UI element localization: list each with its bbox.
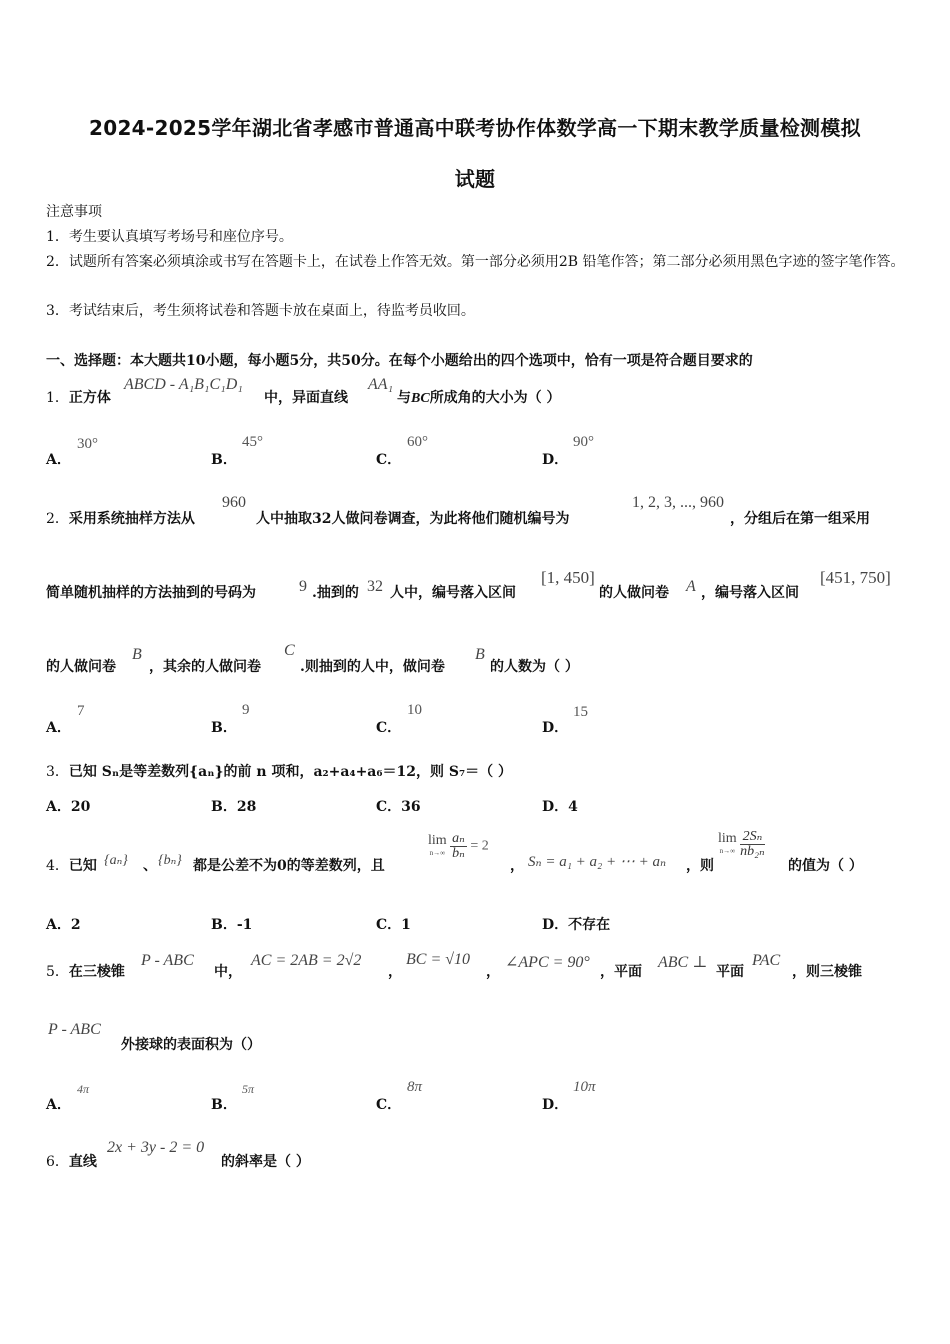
q2-text-1a: 采用系统抽样方法从: [68, 511, 195, 527]
title-line2: 试题: [454, 167, 496, 191]
q4-lim2-word: lim: [718, 830, 737, 846]
q2-sequence: 1, 2, 3, ..., 960: [632, 494, 724, 511]
q5-mid3: 平面: [716, 964, 744, 980]
q4-lim1-word: lim: [428, 832, 447, 848]
q4-lim1-num: aₙ: [452, 831, 465, 846]
q1-option-a-label: A．: [46, 452, 71, 468]
q5-ac-expr: AC = 2AB = 2√2: [251, 952, 362, 969]
notice-item-1: 1．考生要认真填写考场号和座位序号。: [46, 229, 293, 245]
q2-interval-1: [1, 450]: [541, 568, 595, 587]
q4-sep: 、: [143, 858, 157, 874]
q2-line2a: 简单随机抽样的方法抽到的号码为: [46, 585, 256, 601]
q2-line1a: [46, 507, 195, 531]
q6-pre-text: 直线: [68, 1154, 97, 1170]
question-1: [46, 386, 111, 410]
q1-line-expr: AA₁: [368, 376, 394, 393]
q2-option-b-value: 9: [242, 702, 250, 718]
q5-mid4: ，则三棱锥: [792, 964, 862, 980]
q5-bc-expr: BC = √10: [406, 951, 471, 968]
q5-post: 外接球的表面积为（）: [121, 1037, 261, 1053]
q1-option-d-value: 90°: [573, 434, 594, 450]
q1-option-a-value: 30°: [77, 436, 98, 452]
q2-option-d-value: 15: [573, 704, 588, 720]
q5-pyramid-2: P - ABC: [48, 1021, 101, 1038]
q4-option-b: B．-1: [211, 917, 253, 933]
q4-number: 4．: [46, 858, 69, 874]
q5-number: 5．: [46, 964, 69, 980]
q2-line2c: 人中，编号落入区间: [390, 585, 516, 601]
q2-option-c-value: 10: [407, 702, 422, 718]
q2-interval-2: [451, 750]: [820, 568, 891, 587]
q1-bc: BC: [411, 391, 430, 406]
q5-comma-1: ，: [388, 964, 402, 980]
notice-heading: 注意事项: [46, 204, 102, 220]
q3-text: 已知 Sₙ是等差数列{aₙ}的前 n 项和，a₂+a₄+a₆＝12，则 S₇＝（ ）: [68, 764, 512, 780]
q2-line3b: ，其余的人做问卷: [149, 659, 261, 675]
title-line1: 2024-2025学年湖北省孝感市普通高中联考协作体数学高一下期末教学质量检测模拟: [89, 116, 861, 140]
q6-number: 6．: [46, 1154, 69, 1170]
notice-item-3: 3．考试结束后，考生须将试卷和答题卡放在桌面上，待监考员收回。: [46, 303, 475, 319]
q4-option-d: D．不存在: [542, 917, 611, 933]
q1-option-b-label: B．: [211, 452, 237, 468]
q1-option-b-value: 45°: [242, 434, 263, 450]
q1-option-c-label: C．: [376, 452, 402, 468]
q1-number: 1．: [46, 390, 69, 406]
q1-option-d-label: D．: [542, 452, 569, 468]
q4-then: ，则: [686, 858, 714, 874]
q2-option-c-label: C．: [376, 720, 402, 736]
q3-number: 3．: [46, 764, 69, 780]
q4-pre-text: 已知: [68, 858, 97, 874]
q5-option-d-label: D．: [542, 1097, 569, 1113]
q3-option-c: C．36: [376, 799, 421, 815]
q1-option-c-value: 60°: [407, 434, 428, 450]
q5-option-c-value: 8π: [407, 1079, 423, 1095]
q4-option-a: A．2: [46, 917, 81, 933]
q5-option-d-value: 10π: [573, 1079, 596, 1095]
q4-lim1-eq: = 2: [470, 838, 489, 854]
q2-line2b: .抽到的: [312, 585, 359, 601]
q2-mB: B: [132, 646, 142, 663]
q2-option-b-label: B．: [211, 720, 237, 736]
q2-line1c: ，分组后在第一组采用: [730, 511, 870, 527]
q4-seq-a: {aₙ}: [104, 853, 128, 868]
q1-post: [397, 386, 561, 411]
q5-pyramid-1: P - ABC: [141, 952, 194, 969]
q4-seq-b: {bₙ}: [158, 853, 182, 868]
q5-mid2: ，平面: [600, 964, 642, 980]
q6-post: 的斜率是（ ）: [221, 1154, 310, 1170]
q5-plane-pac: PAC: [752, 952, 781, 969]
q4-post: 的值为（ ）: [788, 858, 863, 874]
q2-mB2: B: [475, 646, 485, 663]
q1-and: 与: [397, 390, 411, 406]
q2-mC: C: [284, 642, 295, 659]
q5-plane-abc: ABC ⊥: [658, 954, 708, 971]
q2-line3d: 的人数为（ ）: [490, 659, 579, 675]
q2-m9: 9: [299, 578, 307, 595]
q2-line2d: 的人做问卷: [599, 585, 669, 601]
q1-question: 所成角的大小为（ ）: [429, 390, 561, 406]
q1-cube-expr: ABCD - A₁B₁C₁D₁: [124, 376, 243, 393]
q2-line3a: 的人做问卷: [46, 659, 116, 675]
q3-option-a: A．20: [46, 799, 91, 815]
q4-lim2-sub: n→∞: [719, 846, 736, 855]
q1-pre: 正方体: [68, 390, 111, 406]
q2-option-a-value: 7: [77, 703, 85, 719]
q3-option-d: D．4: [542, 799, 578, 815]
q5-option-b-value: 5π: [242, 1082, 255, 1096]
section-heading: 一、选择题：本大题共10小题，每小题5分，共50分。在每个小题给出的四个选项中，恰有一项是符合题目要求的: [46, 353, 753, 369]
q4-sum-expr: Sₙ = a₁ + a₂ + ⋯ + aₙ: [528, 854, 667, 870]
q4-comma: ，: [510, 858, 524, 874]
q5-option-c-label: C．: [376, 1097, 402, 1113]
q2-line2e: ，编号落入区间: [701, 585, 799, 601]
q2-m32: 32: [367, 578, 383, 595]
q4-lim1-den: bₙ: [452, 846, 465, 861]
q5-option-b-label: B．: [211, 1097, 237, 1113]
q6-line-expr: 2x + 3y - 2 = 0: [107, 1139, 205, 1156]
q2-mA: A: [686, 578, 696, 595]
q4-pre: [46, 854, 97, 878]
q4-limit-1: [428, 832, 489, 861]
q5-pre-text: 在三棱锥: [68, 964, 125, 980]
q2-number: 2．: [46, 511, 69, 527]
q5-comma-2: ，: [486, 964, 500, 980]
q3-option-b: B．28: [211, 799, 257, 815]
q2-line1b: 人中抽取32人做问卷调查，为此将他们随机编号为: [256, 511, 570, 527]
q2-line3c: .则抽到的人中，做问卷: [300, 659, 445, 675]
q5-option-a-label: A．: [46, 1097, 71, 1113]
q2-option-d-label: D．: [542, 720, 569, 736]
q4-lim2-den: nb₂ₙ: [740, 844, 765, 859]
q4-lim1-sub: n→∞: [429, 848, 446, 857]
notice-item-2: 2．试题所有答案必须填涂或书写在答题卡上，在试卷上作答无效。第一部分必须用2B 铅笔作答；第二部分必须用黑色字迹的签字笔作答。: [46, 254, 905, 270]
q2-option-a-label: A．: [46, 720, 71, 736]
q5-mid1: 中，: [214, 964, 242, 980]
q5-option-a-value: 4π: [77, 1082, 90, 1096]
q5-pre: [46, 960, 125, 984]
q6-pre: [46, 1150, 97, 1174]
q4-option-c: C．1: [376, 917, 411, 933]
q1-mid: 中，异面直线: [264, 390, 348, 406]
q2-m960: 960: [222, 494, 246, 511]
q5-angle-expr: ∠APC = 90°: [505, 954, 590, 971]
q4-limit-2: [718, 830, 765, 859]
question-3: [46, 760, 512, 784]
q4-lim2-num: 2Sₙ: [740, 830, 765, 845]
q4-mid: 都是公差不为0的等差数列，且: [193, 858, 385, 874]
